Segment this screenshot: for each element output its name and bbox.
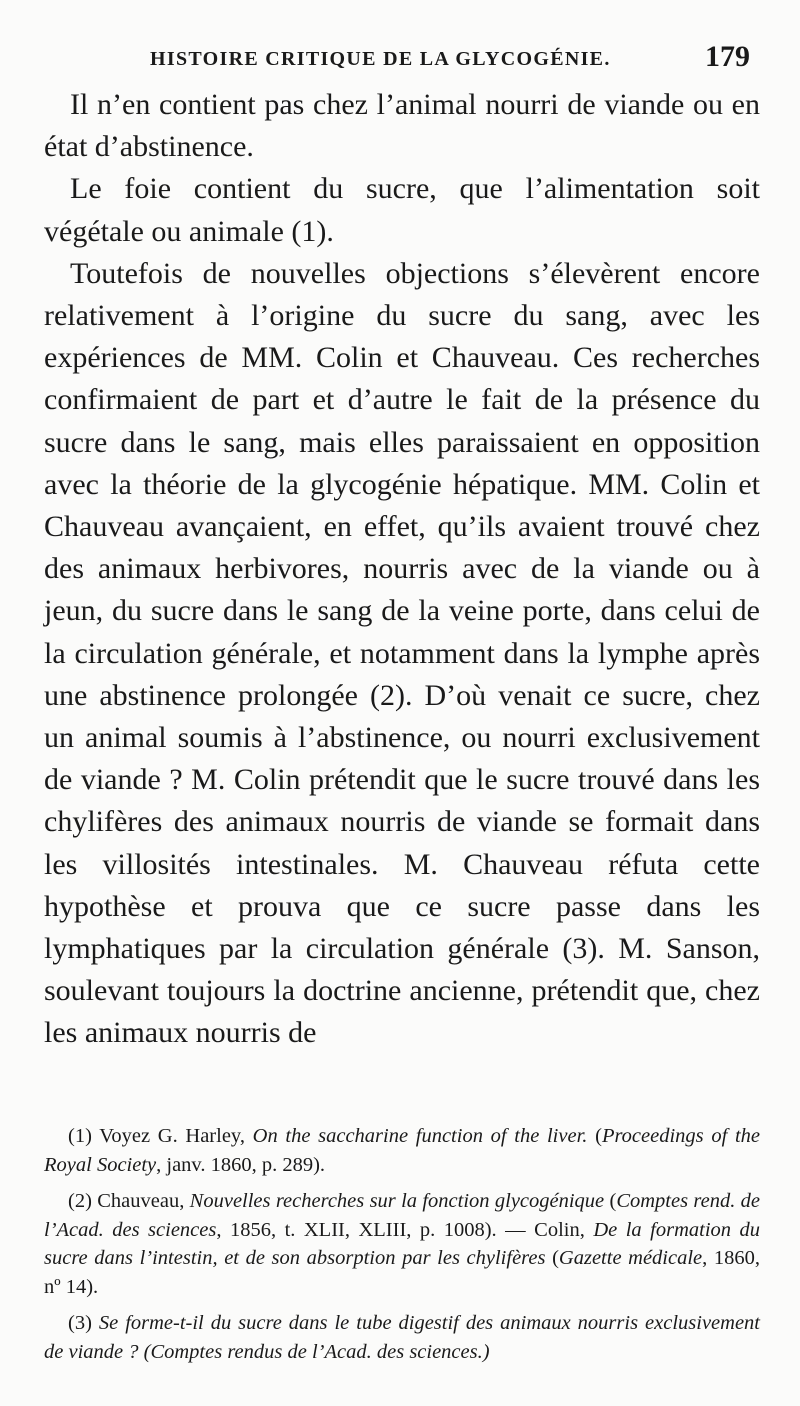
- footnote-2-mark: (2): [68, 1190, 92, 1212]
- footnote-1: [44, 1122, 760, 1179]
- footnote-1-source: Proceedings of the Royal Society: [44, 1125, 761, 1176]
- footnote-2-title: Nouvelles recherches sur la fonction glycogénique: [189, 1190, 605, 1212]
- footnote-3: [44, 1309, 760, 1366]
- footnote-2-rest2: , 1860, nº 14).: [44, 1247, 760, 1298]
- footnote-2-author2: Colin,: [534, 1218, 585, 1241]
- footnote-2-open: (: [609, 1190, 617, 1212]
- footnote-2-open2: (: [545, 1247, 559, 1269]
- main-text: [44, 84, 760, 1055]
- running-head-title: HISTOIRE CRITIQUE DE LA GLYCOGÉNIE.: [150, 48, 611, 70]
- paragraph-1: Il n’en contient pas chez l’animal nourri de viande ou en état d’abstinence.: [44, 88, 760, 164]
- footnote-1-author: Voyez G. Harley,: [99, 1125, 245, 1147]
- footnote-3-title: Se forme-t-il du sucre dans le tube digestif des animaux nourris exclusivement de viande ?: [44, 1312, 760, 1363]
- footnotes: [44, 1122, 760, 1374]
- footnote-2-rest: , 1856, t. XLII, XLIII, p. 1008). —: [216, 1218, 526, 1241]
- footnote-2-author: Chauveau,: [97, 1190, 185, 1212]
- paragraph-2: Le foie contient du sucre, que l’alimentation soit végétale ou animale (1).: [44, 172, 760, 248]
- footnote-2-source: Comptes rend. de l’Acad. des sciences: [44, 1190, 761, 1241]
- footnote-1-open: (: [595, 1125, 602, 1147]
- footnote-2-source2: Gazette médicale: [558, 1247, 703, 1269]
- running-head: [150, 40, 750, 74]
- footnote-2: [44, 1187, 760, 1301]
- footnote-3-source: (Comptes rendus de l’Acad. des sciences.): [143, 1340, 490, 1363]
- footnote-2-title2: De la formation du sucre dans l’intestin, et de son absorption par les chylifères: [44, 1218, 761, 1269]
- paragraph-3: Toutefois de nouvelles objections s’élevèrent encore relativement à l’origine du sucre du sang, avec les expériences de MM. Colin et Chauveau. Ces recherches confirmaient de part et d’autre le fait de la présence du sucre dans le sang, mais elles paraissaient en opposition avec la théorie de la glycogénie hépatique. MM. Colin et Chauveau avançaient, en effet, qu’ils avaient trouvé chez des animaux herbivores, nourris avec de la viande ou à jeun, du sucre dans le sang de la veine porte, dans celui de la circulation générale, et notamment dans la lymphe après une abstinence prolongée (2). D’où venait ce sucre, chez un animal soumis à l’abstinence, ou nourri exclusivement de viande ? M. Colin prétendit que le sucre trouvé dans les chylifères des animaux nourris de viande se formait dans les villosités intestinales. M. Chauveau réfuta cette hypothèse et prouva que ce sucre passe dans les lymphatiques par la circulation générale (3). M. Sanson, soulevant toujours la doctrine ancienne, prétendit que, chez les animaux nourris de: [44, 256, 760, 1050]
- footnote-3-mark: (3): [68, 1312, 92, 1334]
- footnote-1-rest: , janv. 1860, p. 289).: [156, 1153, 326, 1176]
- footnote-1-mark: (1): [68, 1125, 92, 1147]
- page-number: 179: [705, 40, 750, 73]
- footnote-1-title: On the saccharine function of the liver.: [252, 1125, 588, 1147]
